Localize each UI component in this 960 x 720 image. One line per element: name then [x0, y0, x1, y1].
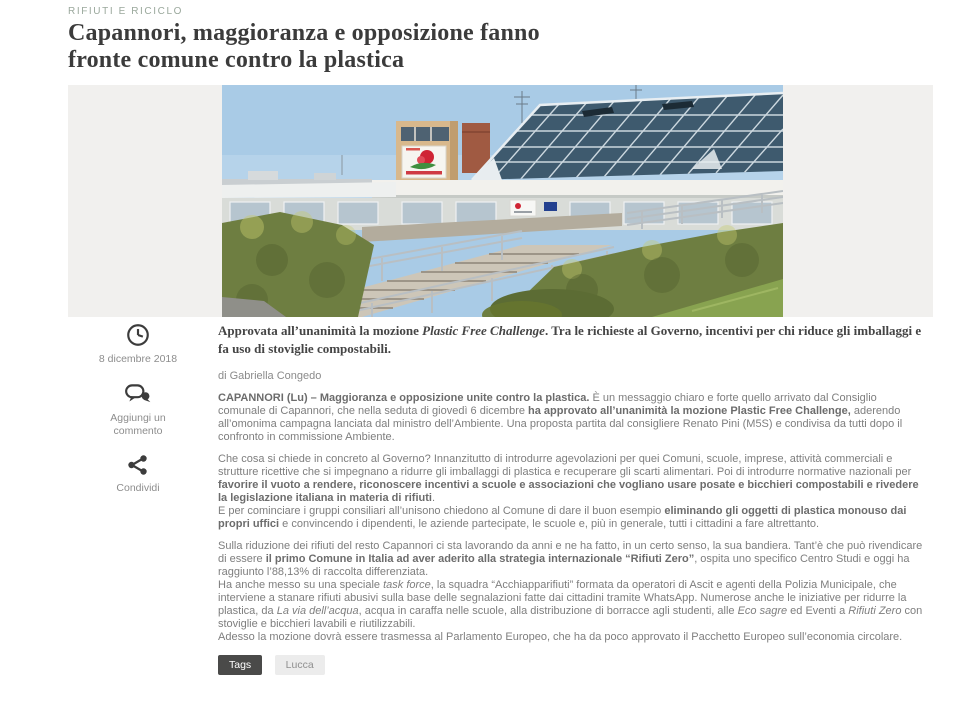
date-label: 8 dicembre 2018	[98, 353, 178, 365]
hero-photo	[222, 85, 783, 317]
hero-band	[68, 85, 933, 317]
photo-flower-banner	[402, 146, 446, 178]
publish-date	[68, 322, 208, 366]
article-standfirst: Approvata all’unanimità la mozione Plastic Free Challenge. Tra le richieste al Governo, incentivi per chi riduce gli imballaggi e fa uso di stoviglie compostabili.	[218, 323, 922, 356]
article-paragraph-3: Sulla riduzione dei rifiuti del resto Capannori ci sta lavorando da anni e ne ha fatto, in un certo senso, la sua bandiera. Tant’è che può rivendicare di essere il primo Comune in Italia ad aver aderito alla strategia internazionale “Rifiuti Zero”, ospita uno specifico Centro Studi e oggi ha raggiunto l’88,13% di raccolta differenziata. Ha anche messo su una speciale task force, la squadra “Acchiapparifiuti” formata da operatori di Ascit e agenti della Polizia Municipale, che interviene a stanare rifiuti abusivi sulla base delle segnalazioni fatte dai cittadini tramite WhatsApp. Numerose anche le iniziative per ridurre la plastica, da La via dell’acqua, acqua in caraffa nelle scuole, alla distribuzione di borracce agli studenti, alle Eco sagre ed Eventi a Rifiuti Zero con stoviglie e bicchieri lavabili e riutilizzabili. Adesso la mozione dovrà essere trasmessa al Parlamento Europeo, che ha da poco approvato il Pacchetto Europeo sull’economia circolare.	[218, 540, 923, 643]
tag-lucca[interactable]: Lucca	[275, 655, 325, 675]
page-title	[68, 20, 540, 74]
title-line: fronte comune contro la plastica	[68, 47, 405, 73]
article-paragraph-1: CAPANNORI (Lu) – Maggioranza e opposizione unite contro la plastica. È un messaggio chiaro e forte quello arrivato dal Consiglio comunale di Capannori, che nella seduta di giovedì 6 dicembre ha approvato all’unanimità la mozione Plastic Free Challenge, aderendo all’omonima campagna lanciata dal ministro dell’Ambiente. Una proposta partita dal consigliere Renato Pini (M5S) e condivisa da tutti dopo il confronto in commissione Ambiente.	[218, 392, 903, 443]
add-comment-label: Aggiungi un commento	[110, 412, 166, 437]
clock-icon	[125, 322, 151, 348]
article-body	[218, 322, 926, 675]
article-paragraph-2: Che cosa si chiede in concreto al Governo? Innanzitutto di introdurre agevolazioni per quei Comuni, scuole, imprese, attività commerciali e strutture ricettive che si impegnano a ridurre gli imballaggi di plastica e recuperare gli scarti alimentari. Poi di introdurre normative nazionali per favorire il vuoto a rendere, riconoscere incentivi a scuole e associazioni che vogliano usare posate e bicchieri compostabili e rivedere la legislazione italiana in materia di rifiuti. E per cominciare i gruppi consiliari all’unisono chiedono al Comune di dare il buon esempio eliminando gli oggetti di plastica monouso dai propri uffici e convincendo i dipendenti, le aziende partecipate, le scuole e, più in generale, tutti i cittadini a fare altrettanto.	[218, 453, 919, 530]
tags-row	[218, 655, 926, 675]
comment-icon	[124, 381, 152, 407]
meta-rail	[68, 322, 208, 510]
photo-tower	[396, 121, 458, 183]
category-label[interactable]: RIFIUTI E RICICLO	[68, 6, 183, 17]
add-comment-button[interactable]	[68, 381, 208, 438]
byline: di Gabriella Congedo	[218, 370, 322, 382]
share-label: Condividi	[116, 482, 160, 494]
tags-group-label: Tags	[218, 655, 262, 675]
share-button[interactable]	[68, 453, 208, 495]
share-icon	[126, 453, 150, 477]
title-line: Capannori, maggioranza e opposizione fanno	[68, 20, 540, 46]
